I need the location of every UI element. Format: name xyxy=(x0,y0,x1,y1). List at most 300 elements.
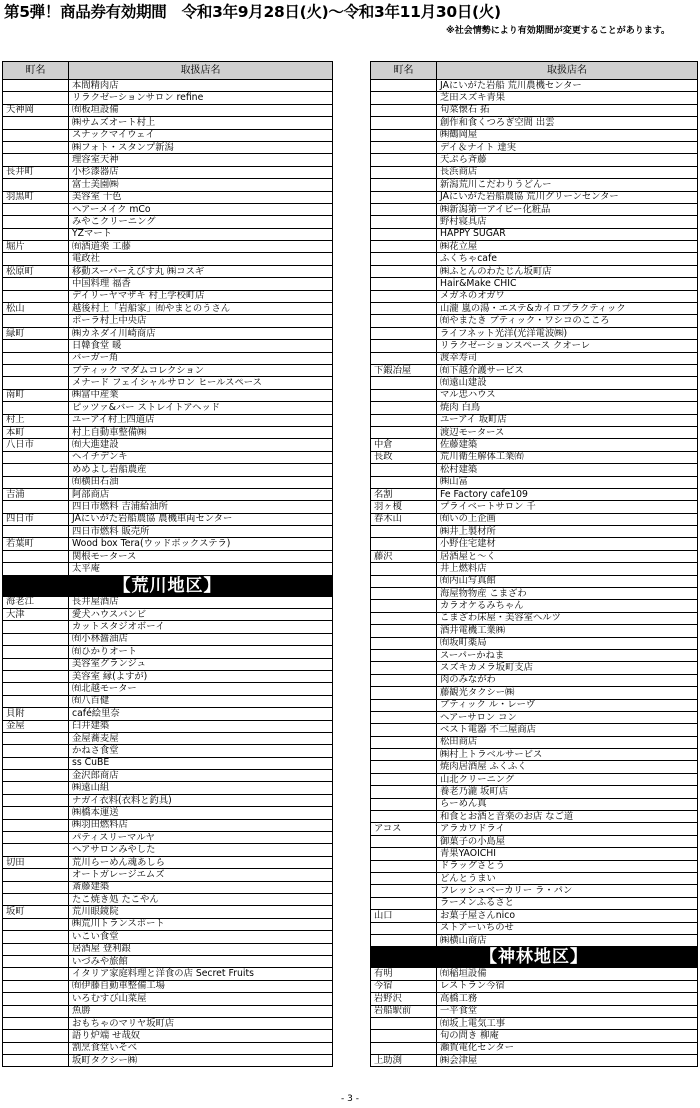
town-cell xyxy=(371,179,437,191)
table-row xyxy=(371,649,698,661)
store-cell: ヘイチデンキ xyxy=(69,451,333,463)
store-cell: らーめん真 xyxy=(437,798,698,810)
store-cell: 日韓食堂 暖 xyxy=(69,340,333,352)
store-cell: 天ぷら斉藤 xyxy=(437,154,698,166)
table-row xyxy=(371,253,698,265)
store-cell: ㈲北越モーター xyxy=(69,683,333,695)
table-row xyxy=(371,798,698,810)
store-cell: 本間精肉店 xyxy=(69,80,333,92)
town-cell xyxy=(3,464,69,476)
store-cell: YZマート xyxy=(69,228,333,240)
table-row xyxy=(3,92,333,104)
town-cell xyxy=(371,290,437,302)
store-cell: ブティック マダムコレクション xyxy=(69,364,333,376)
town-cell: 八日市 xyxy=(3,439,69,451)
store-cell: 電政社 xyxy=(69,253,333,265)
table-row xyxy=(371,910,698,922)
store-cell: ㈲伊藤自動車整備工場 xyxy=(69,980,333,992)
table-row xyxy=(3,129,333,141)
store-cell: 和食とお酒と音楽のお店 なご道 xyxy=(437,811,698,823)
column-header-town: 町名 xyxy=(371,62,437,80)
store-cell: 越後村上「岩船家」㈲やまとのうさん xyxy=(69,303,333,315)
town-cell: 若葉町 xyxy=(3,538,69,550)
town-cell: 下鍜冶屋 xyxy=(371,364,437,376)
store-cell: 坂町タクシー㈱ xyxy=(69,1055,333,1067)
town-cell xyxy=(371,1017,437,1029)
column-header-town: 町名 xyxy=(3,62,69,80)
store-cell: パティスリーマルヤ xyxy=(69,832,333,844)
store-cell: 金沢郎商店 xyxy=(69,770,333,782)
town-cell xyxy=(3,253,69,265)
table-row xyxy=(371,352,698,364)
store-cell: メナード フェイシャルサロン ヒールスペース xyxy=(69,377,333,389)
table-row xyxy=(371,451,698,463)
town-cell: 海老江 xyxy=(3,596,69,608)
table-header-row xyxy=(3,62,333,80)
table-row xyxy=(371,340,698,352)
town-cell: アコス xyxy=(371,823,437,835)
store-cell: ㈲いの上企画 xyxy=(437,513,698,525)
town-cell xyxy=(3,807,69,819)
town-cell xyxy=(371,1042,437,1054)
table-row xyxy=(3,720,333,732)
town-cell: 村上 xyxy=(3,414,69,426)
town-cell: 四日市 xyxy=(3,513,69,525)
store-cell: 焼肉 白鳥 xyxy=(437,402,698,414)
store-cell: 荒川衛生解体工業㈲ xyxy=(437,451,698,463)
store-cell: 渡辺モータース xyxy=(437,426,698,438)
town-cell xyxy=(3,1030,69,1042)
town-cell xyxy=(3,278,69,290)
table-row xyxy=(371,501,698,513)
town-cell xyxy=(371,885,437,897)
store-cell: HAPPY SUGAR xyxy=(437,228,698,240)
town-cell xyxy=(3,315,69,327)
table-row xyxy=(3,340,333,352)
table-row xyxy=(3,943,333,955)
store-cell: 旬菜懐石 拓 xyxy=(437,104,698,116)
table-row xyxy=(371,1017,698,1029)
town-cell xyxy=(371,228,437,240)
town-cell xyxy=(371,241,437,253)
store-cell: レストラン今宿 xyxy=(437,980,698,992)
table-row xyxy=(3,154,333,166)
store-cell: ㈱山冨 xyxy=(437,476,698,488)
table-row xyxy=(371,873,698,885)
table-row xyxy=(371,129,698,141)
store-cell: イタリア家庭料理と洋食の店 Secret Fruits xyxy=(69,968,333,980)
town-cell xyxy=(3,352,69,364)
store-cell: 愛犬ハウスバンビ xyxy=(69,609,333,621)
town-cell: 春木山 xyxy=(371,513,437,525)
store-cell: 富士美園㈱ xyxy=(69,179,333,191)
table-row xyxy=(3,894,333,906)
store-cell: ポーラ村上中央店 xyxy=(69,315,333,327)
town-cell: 羽黒町 xyxy=(3,191,69,203)
town-cell xyxy=(3,402,69,414)
table-row xyxy=(3,402,333,414)
town-cell: 堀片 xyxy=(3,241,69,253)
store-cell: ㈲小林醤油店 xyxy=(69,633,333,645)
table-row xyxy=(3,117,333,129)
store-cell: 魚勝 xyxy=(69,1005,333,1017)
table-row xyxy=(371,377,698,389)
town-cell xyxy=(3,179,69,191)
store-cell: 高橋工務 xyxy=(437,993,698,1005)
store-cell: ㈲内山写真館 xyxy=(437,575,698,587)
store-cell: 臼井建築 xyxy=(69,720,333,732)
store-cell: いこい食堂 xyxy=(69,931,333,943)
store-cell: ss CuBE xyxy=(69,757,333,769)
table-row xyxy=(371,625,698,637)
district-title: 【荒川地区】 xyxy=(3,575,333,596)
table-row xyxy=(371,550,698,562)
town-cell xyxy=(3,869,69,881)
table-row xyxy=(3,931,333,943)
town-cell xyxy=(3,1005,69,1017)
town-cell xyxy=(3,1042,69,1054)
store-cell: 移動スーパーえびす丸 ㈱コスギ xyxy=(69,265,333,277)
table-row xyxy=(3,476,333,488)
store-cell: 阿部商店 xyxy=(69,488,333,500)
table-row xyxy=(371,711,698,723)
table-row xyxy=(371,476,698,488)
town-cell xyxy=(3,117,69,129)
table-row xyxy=(3,1017,333,1029)
town-cell xyxy=(3,670,69,682)
store-cell: リラクゼーションスペース クオーレ xyxy=(437,340,698,352)
town-cell xyxy=(3,563,69,575)
store-cell: Hair&Make CHIC xyxy=(437,278,698,290)
table-row xyxy=(371,191,698,203)
town-cell xyxy=(3,683,69,695)
town-cell xyxy=(371,934,437,946)
store-cell: ライフネット光洋(光洋電波㈱) xyxy=(437,327,698,339)
store-cell: 小杉漆器店 xyxy=(69,166,333,178)
store-cell: ㈱荒川トランスポート xyxy=(69,918,333,930)
town-cell xyxy=(371,1030,437,1042)
table-row xyxy=(3,621,333,633)
town-cell xyxy=(371,922,437,934)
town-cell xyxy=(3,550,69,562)
town-cell xyxy=(371,538,437,550)
table-row xyxy=(3,303,333,315)
column-header-store: 取扱店名 xyxy=(69,62,333,80)
table-row xyxy=(3,683,333,695)
store-cell: リラクゼーションサロン refine xyxy=(69,92,333,104)
town-cell xyxy=(3,141,69,153)
table-row xyxy=(371,885,698,897)
table-row xyxy=(371,835,698,847)
town-cell xyxy=(3,92,69,104)
store-cell: ユーアイ 坂町店 xyxy=(437,414,698,426)
table-row xyxy=(371,203,698,215)
store-cell: JAにいがた岩船 荒川農機センター xyxy=(437,80,698,92)
store-cell: ヘアーメイク mCo xyxy=(69,203,333,215)
town-cell xyxy=(3,794,69,806)
town-cell xyxy=(371,426,437,438)
store-cell: ㈲大進建設 xyxy=(69,439,333,451)
town-cell xyxy=(371,649,437,661)
table-row xyxy=(371,674,698,686)
store-cell: 居酒屋と～く xyxy=(437,550,698,562)
table-row xyxy=(371,241,698,253)
town-cell xyxy=(3,770,69,782)
store-cell: 村上自動車整備㈱ xyxy=(69,426,333,438)
town-cell xyxy=(371,166,437,178)
town-cell: 金屋 xyxy=(3,720,69,732)
table-row xyxy=(3,993,333,1005)
store-cell: ㈱ふとんのわたじん坂町店 xyxy=(437,265,698,277)
table-row xyxy=(3,646,333,658)
table-row xyxy=(3,596,333,608)
store-cell: 山瀧 嵐の湯・エステ&カイロプラクティック xyxy=(437,303,698,315)
validity-note: ※社会情勢により有効期間が変更することがあります。 xyxy=(445,26,670,36)
table-row xyxy=(371,687,698,699)
table-row xyxy=(371,426,698,438)
table-row xyxy=(3,265,333,277)
town-cell: 天神岡 xyxy=(3,104,69,116)
table-row xyxy=(3,1005,333,1017)
store-cell: どんとうまい xyxy=(437,873,698,885)
table-row xyxy=(371,166,698,178)
store-cell: みやこクリーニング xyxy=(69,216,333,228)
table-row xyxy=(371,860,698,872)
table-row xyxy=(371,575,698,587)
table-row xyxy=(371,80,698,92)
store-cell: ㈱遠山組 xyxy=(69,782,333,794)
page-number: - 3 - xyxy=(341,1094,359,1104)
table-row xyxy=(3,732,333,744)
table-row xyxy=(371,154,698,166)
store-cell: ストアーいちのせ xyxy=(437,922,698,934)
store-cell: たこ焼き処 たこやん xyxy=(69,894,333,906)
town-cell: 上助渕 xyxy=(371,1055,437,1067)
store-cell: こまざわ床屋・美容室ヘルツ xyxy=(437,612,698,624)
town-cell xyxy=(371,711,437,723)
table-row xyxy=(3,439,333,451)
town-cell xyxy=(3,451,69,463)
store-cell: ㈱羽田燃料店 xyxy=(69,819,333,831)
town-cell xyxy=(3,894,69,906)
town-cell xyxy=(371,662,437,674)
table-row xyxy=(371,980,698,992)
store-cell: メガネのオガワ xyxy=(437,290,698,302)
store-cell: 長井屋酒店 xyxy=(69,596,333,608)
town-cell: 南町 xyxy=(3,389,69,401)
store-cell: ブティック ル・レーヴ xyxy=(437,699,698,711)
table-row xyxy=(371,811,698,823)
table-row xyxy=(3,389,333,401)
table-row xyxy=(371,141,698,153)
table-row xyxy=(371,563,698,575)
town-cell: 本町 xyxy=(3,426,69,438)
town-cell xyxy=(371,340,437,352)
store-cell: 山北クリーニング xyxy=(437,773,698,785)
town-cell xyxy=(3,819,69,831)
table-row xyxy=(371,439,698,451)
store-cell: 井上燃料店 xyxy=(437,563,698,575)
town-cell xyxy=(3,980,69,992)
table-row xyxy=(371,327,698,339)
town-cell xyxy=(3,203,69,215)
town-cell xyxy=(3,918,69,930)
town-cell xyxy=(371,736,437,748)
town-cell xyxy=(371,352,437,364)
town-cell xyxy=(3,658,69,670)
table-row xyxy=(371,1005,698,1017)
town-cell xyxy=(3,129,69,141)
store-cell: ㈱カネダイ川崎商店 xyxy=(69,327,333,339)
town-cell: 岩船駅前 xyxy=(371,1005,437,1017)
table-row xyxy=(371,773,698,785)
town-cell xyxy=(3,1055,69,1067)
table-row xyxy=(3,501,333,513)
table-row xyxy=(371,104,698,116)
town-cell xyxy=(371,600,437,612)
table-row xyxy=(371,414,698,426)
table-row xyxy=(371,315,698,327)
table-row xyxy=(3,881,333,893)
town-cell: 緑町 xyxy=(3,327,69,339)
store-cell: 美容室 十色 xyxy=(69,191,333,203)
town-cell: 坂町 xyxy=(3,906,69,918)
town-cell: 今宿 xyxy=(371,980,437,992)
table-row xyxy=(371,588,698,600)
town-cell: 切田 xyxy=(3,856,69,868)
town-cell xyxy=(371,414,437,426)
table-row xyxy=(3,352,333,364)
table-row xyxy=(371,303,698,315)
store-cell: 美容室グランジュ xyxy=(69,658,333,670)
store-table-left xyxy=(2,61,333,1067)
town-cell xyxy=(371,154,437,166)
table-row xyxy=(371,823,698,835)
table-row xyxy=(371,488,698,500)
town-cell xyxy=(371,129,437,141)
store-cell: いづみや旅館 xyxy=(69,955,333,967)
town-cell xyxy=(3,290,69,302)
table-row xyxy=(3,513,333,525)
store-cell: 青果YAOICHI xyxy=(437,848,698,860)
table-row xyxy=(3,550,333,562)
town-cell xyxy=(371,563,437,575)
table-row xyxy=(371,897,698,909)
town-cell xyxy=(371,402,437,414)
town-cell xyxy=(371,303,437,315)
store-cell: ドラッグさとう xyxy=(437,860,698,872)
town-cell xyxy=(371,773,437,785)
table-row xyxy=(3,968,333,980)
table-row xyxy=(3,906,333,918)
store-cell: ㈲ひかりオート xyxy=(69,646,333,658)
table-header-row xyxy=(371,62,698,80)
town-cell xyxy=(3,844,69,856)
store-cell: ㈲坂町薬局 xyxy=(437,637,698,649)
table-row xyxy=(3,216,333,228)
table-row xyxy=(371,402,698,414)
town-cell xyxy=(371,265,437,277)
table-row xyxy=(3,869,333,881)
store-cell: ㈲八百健 xyxy=(69,695,333,707)
table-row xyxy=(3,819,333,831)
town-cell xyxy=(371,848,437,860)
store-cell: ベスト電器 不二屋商店 xyxy=(437,724,698,736)
table-row xyxy=(3,980,333,992)
town-cell xyxy=(371,575,437,587)
store-cell: 創作和食くつろぎ空間 出雲 xyxy=(437,117,698,129)
town-cell xyxy=(371,612,437,624)
town-cell xyxy=(371,464,437,476)
table-row xyxy=(3,538,333,550)
table-row xyxy=(3,526,333,538)
store-cell: ㈱サムズオート村上 xyxy=(69,117,333,129)
page-title: 第5弾！商品券有効期間 令和3年9月28日(火)～令和3年11月30日(火) xyxy=(4,3,501,21)
town-cell xyxy=(371,724,437,736)
store-cell: 美容室 縁(よすが) xyxy=(69,670,333,682)
table-row xyxy=(3,141,333,153)
town-cell xyxy=(3,955,69,967)
table-row xyxy=(371,538,698,550)
table-row xyxy=(371,464,698,476)
town-cell xyxy=(371,315,437,327)
table-row xyxy=(3,253,333,265)
town-cell xyxy=(371,835,437,847)
table-row xyxy=(3,609,333,621)
store-cell: 小野住宅建材 xyxy=(437,538,698,550)
table-row xyxy=(3,104,333,116)
table-row xyxy=(3,241,333,253)
table-row xyxy=(371,389,698,401)
table-row xyxy=(371,92,698,104)
town-cell: 山口 xyxy=(371,910,437,922)
town-cell xyxy=(3,881,69,893)
table-row xyxy=(371,786,698,798)
town-cell xyxy=(371,278,437,290)
table-row xyxy=(371,699,698,711)
table-row xyxy=(3,745,333,757)
town-cell xyxy=(3,757,69,769)
table-row xyxy=(371,761,698,773)
town-cell xyxy=(371,625,437,637)
table-row xyxy=(371,993,698,1005)
town-cell xyxy=(371,377,437,389)
town-cell: 岩野沢 xyxy=(371,993,437,1005)
table-row xyxy=(3,179,333,191)
district-title: 【神林地区】 xyxy=(371,947,698,968)
town-cell xyxy=(371,203,437,215)
table-row xyxy=(3,327,333,339)
store-cell: 渡幸寿司 xyxy=(437,352,698,364)
store-cell: JAにいがた岩船農協 農機車両センター xyxy=(69,513,333,525)
town-cell xyxy=(371,253,437,265)
store-cell: 瀬賀電化センター xyxy=(437,1042,698,1054)
store-cell: ㈱鶴岡屋 xyxy=(437,129,698,141)
town-cell: 松原町 xyxy=(3,265,69,277)
town-cell xyxy=(3,526,69,538)
town-cell xyxy=(3,832,69,844)
table-row xyxy=(3,414,333,426)
table-row xyxy=(3,191,333,203)
store-cell: バーガー角 xyxy=(69,352,333,364)
store-cell: ㈱村上トラベルサービス xyxy=(437,749,698,761)
town-cell: 貝附 xyxy=(3,708,69,720)
store-cell: 荒川らーめん魂あしら xyxy=(69,856,333,868)
store-cell: 海屋物物産 こまざわ xyxy=(437,588,698,600)
district-band xyxy=(371,947,698,968)
town-cell xyxy=(371,811,437,823)
store-cell: 割烹食堂いそべ xyxy=(69,1042,333,1054)
